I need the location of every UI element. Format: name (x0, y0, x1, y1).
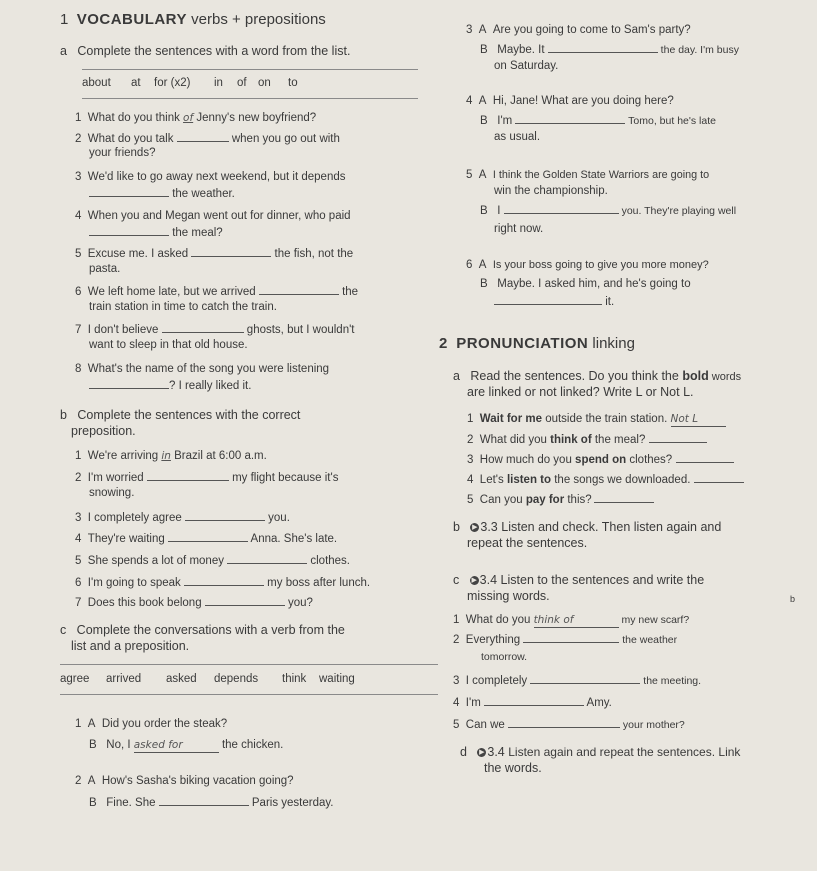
item-text: this? (564, 494, 592, 506)
item-number: 6 (466, 259, 473, 271)
instruction-text-line2: missing words. (467, 589, 550, 603)
item-number: 5 (467, 494, 474, 506)
conversation-3-a: 3 A Are you going to come to Sam's party? (466, 24, 691, 36)
conversation-2-b: B Fine. She Paris yesterday. (89, 797, 334, 809)
instruction-text: Complete the sentences with the correct (77, 408, 301, 422)
vocab-b-item-4 (75, 531, 337, 546)
pron-b-instruction (453, 520, 721, 534)
speaker-a-line2: win the championship. (494, 185, 608, 197)
item-number: 5 (75, 555, 82, 567)
vocab-b-item-3 (75, 510, 290, 525)
speaker-b-line2: it. (602, 296, 615, 308)
speaker-a-line: I think the Golden State Warriors are going to (492, 169, 710, 181)
answer-blank[interactable] (484, 695, 584, 706)
instruction-text-line2: the words. (484, 761, 542, 775)
conversation-6-a: 6 A Is your boss going to give you more money? (466, 259, 709, 271)
pron-a-item-5 (467, 492, 654, 507)
item-text: What do you talk (87, 133, 177, 145)
item-text: We're arriving (87, 450, 162, 462)
instruction-text-line2: preposition. (71, 424, 136, 438)
speaker-b-line: Fine. She (106, 797, 159, 809)
speaker-b-line: Tomo, but he's late (625, 115, 716, 127)
pron-c-instruction (453, 573, 704, 587)
speaker-a-line: Are you going to come to Sam's party? (492, 24, 691, 36)
item-text: the (338, 286, 359, 298)
speaker-b-line2: as usual. (494, 131, 541, 143)
wordbank-word: waiting (319, 673, 355, 685)
vocab-subtitle: verbs + prepositions (191, 11, 326, 28)
answer-blank[interactable] (159, 795, 249, 806)
item-text: the meeting. (640, 675, 702, 687)
audio-icon[interactable]: ▶ (471, 577, 477, 585)
item-number: 4 (75, 210, 82, 222)
handwritten-answer: asked for (134, 738, 219, 753)
conversation-6-b: B Maybe. I asked him, and he's going to (480, 278, 691, 290)
answer-blank[interactable] (649, 432, 707, 443)
vocab-title: VOCABULARY (76, 11, 187, 28)
pron-c-item-1 (453, 613, 689, 628)
item-number: 6 (75, 286, 82, 298)
wordbank-word: in (214, 77, 223, 89)
conversation-1-a: 1 A Did you order the steak? (75, 718, 228, 730)
item-text-line2: want to sleep in that old house. (89, 339, 248, 351)
wordbank-top-rule (60, 664, 438, 665)
item-text: clothes. (307, 555, 350, 567)
item-text: Everything (465, 634, 524, 646)
instruction-text-line2: repeat the sentences. (467, 536, 588, 550)
item-text: How much do you (479, 454, 576, 466)
vocab-b-instruction (60, 408, 300, 422)
item-number: 2 (75, 472, 82, 484)
instruction-text: Complete the conversations with a verb from the (76, 623, 345, 637)
speaker-a-line: How's Sasha's biking vacation going? (101, 775, 294, 787)
item-number: 4 (453, 697, 460, 709)
speaker-b-line: the chicken. (218, 739, 284, 751)
vocab-a-instruction (60, 44, 350, 58)
item-text: you? (284, 597, 313, 609)
item-number: 2 (75, 133, 82, 145)
pron-c-item-4 (453, 695, 612, 710)
speaker-b-line: No, I (106, 739, 134, 751)
item-number: 5 (75, 248, 82, 260)
wordbank-word: depends (214, 673, 259, 685)
speaker-a-line: Is your boss going to give you more money? (492, 259, 709, 271)
item-text: the meal? (591, 434, 646, 446)
answer-blank[interactable] (89, 186, 169, 197)
instruction-text: Complete the sentences with a word from the list. (77, 44, 351, 58)
pron-c-item-5 (453, 717, 685, 732)
vocab-a-item-5 (75, 246, 353, 261)
wordbank-top-rule (82, 69, 418, 70)
speaker-b-line: Paris yesterday. (248, 797, 334, 809)
vocab-a-item-3-line2 (89, 186, 235, 201)
item-number: 1 (75, 112, 82, 124)
item-number: 7 (75, 597, 82, 609)
vocab-b-item-7 (75, 595, 313, 610)
section-letter: c (60, 623, 67, 637)
item-number: 1 (75, 450, 82, 462)
vocab-a-item-7 (75, 322, 354, 337)
answer-blank[interactable] (530, 673, 640, 684)
vocab-a-item-8-line2 (89, 378, 251, 393)
vocab-b-item-5 (75, 553, 350, 568)
conversation-5-a: 5 A I think the Golden State Warriors are going to (466, 169, 710, 181)
item-text: Does this book belong (87, 597, 205, 609)
conversation-2-a: 2 A How's Sasha's biking vacation going? (75, 775, 294, 787)
item-text: clothes? (626, 454, 673, 466)
answer-blank[interactable] (523, 632, 619, 643)
pron-c-item-2 (453, 632, 677, 647)
instruction-text: words (708, 371, 742, 383)
answer-blank[interactable] (177, 131, 229, 142)
section-letter: a (60, 44, 67, 58)
item-number: 3 (467, 454, 474, 466)
conversation-3-b: B Maybe. It the day. I'm busy (480, 44, 739, 56)
wordbank-word: asked (166, 673, 197, 685)
wordbank-word: about (82, 77, 111, 89)
item-text: outside the train station. (542, 413, 668, 425)
pron-a-item-3 (467, 452, 734, 467)
bold-phrase: think of (550, 434, 592, 446)
instruction-text-line2: list and a preposition. (71, 639, 190, 653)
item-text: I completely (465, 675, 531, 687)
answer-blank[interactable] (89, 378, 169, 389)
item-number: 5 (466, 169, 473, 181)
answer-blank[interactable] (548, 42, 658, 53)
wordbank-word: agree (60, 673, 90, 685)
item-text: Amy. (583, 697, 612, 709)
answer-blank[interactable] (494, 294, 602, 305)
item-text: ? I really liked it. (169, 380, 252, 392)
conversation-6-b-line2 (494, 294, 614, 309)
margin-mark: b (790, 594, 796, 604)
answer-blank[interactable] (515, 113, 625, 124)
handwritten-answer: in (161, 450, 171, 462)
speaker-b-line: I (497, 205, 504, 217)
item-number: 1 (75, 718, 82, 730)
vocab-a-item-1 (75, 111, 316, 125)
conversation-1-b: B No, I asked for the chicken. (89, 739, 284, 751)
bold-phrase: spend on (575, 454, 627, 466)
item-text: We'd like to go away next weekend, but it depends (87, 171, 346, 183)
item-text: my boss after lunch. (263, 577, 371, 589)
item-text: They're waiting (87, 533, 168, 545)
audio-track-number: 3.4 (487, 745, 505, 759)
pron-c-item-3 (453, 673, 701, 688)
item-text: What's the name of the song you were listening (87, 363, 330, 375)
instruction-text: Listen and check. Then listen again and (501, 520, 722, 534)
item-text: I'm going to speak (87, 577, 184, 589)
item-number: 4 (467, 474, 474, 486)
pron-heading (439, 337, 635, 351)
item-text: you. (264, 512, 290, 524)
handwritten-answer: Not L (671, 412, 726, 427)
item-text-line2: snowing. (89, 487, 135, 499)
speaker-b-line: you. They're playing well (618, 205, 737, 217)
instruction-text: Listen to the sentences and write the (500, 573, 705, 587)
answer-blank[interactable] (89, 225, 169, 236)
answer-blank[interactable] (676, 452, 734, 463)
speaker-b-line: Maybe. It (497, 44, 548, 56)
item-text: Can you (479, 494, 526, 506)
item-number: 2 (467, 434, 474, 446)
wordbank-bottom-rule (60, 694, 438, 695)
answer-blank[interactable] (168, 531, 248, 542)
answer-blank[interactable] (508, 717, 620, 728)
item-number: 6 (75, 577, 82, 589)
vocab-b-item-2 (75, 470, 338, 485)
item-text: I'm worried (87, 472, 147, 484)
instruction-text-line2: are linked or not linked? Write L or Not L. (467, 385, 694, 399)
section-letter: d (460, 745, 467, 759)
item-number: 8 (75, 363, 82, 375)
pron-a-item-1 (467, 412, 726, 427)
conversation-5-b: B I you. They're playing well (480, 205, 737, 217)
pron-a-item-4 (467, 472, 744, 487)
item-text: Can we (465, 719, 508, 731)
item-text: the songs we downloaded. (551, 474, 691, 486)
vocab-a-item-8 (75, 362, 329, 376)
item-text-line2: train station in time to catch the train. (89, 301, 277, 313)
item-text: Excuse me. I asked (87, 248, 192, 260)
vocab-a-item-3 (75, 170, 346, 184)
wordbank-word: arrived (106, 673, 142, 685)
speaker-b-line: I'm (497, 115, 516, 127)
section-letter: c (453, 573, 460, 587)
instruction-text: Read the sentences. Do you think the (470, 369, 683, 383)
wordbank-word: think (282, 673, 307, 685)
item-text: the weather. (169, 188, 235, 200)
item-text: I completely agree (87, 512, 185, 524)
item-text: What do you think (87, 112, 184, 124)
answer-blank[interactable] (594, 492, 654, 503)
speaker-b-line2: on Saturday. (494, 60, 559, 72)
item-number: 5 (453, 719, 460, 731)
pron-title: PRONUNCIATION (456, 335, 589, 352)
item-number: 1 (453, 614, 460, 626)
bold-phrase: listen to (506, 474, 552, 486)
speaker-b-line: the day. I'm busy (657, 44, 739, 56)
item-number: 1 (467, 413, 474, 425)
item-number: 7 (75, 324, 82, 336)
speaker-a-line: Hi, Jane! What are you doing here? (492, 95, 674, 107)
instruction-text: Listen again and repeat the sentences. Link (508, 745, 741, 759)
handwritten-answer: think of (534, 613, 619, 628)
item-text: What did you (479, 434, 551, 446)
item-number: 4 (466, 95, 473, 107)
item-text: the weather (619, 634, 678, 646)
item-text-line2: pasta. (89, 263, 121, 275)
answer-blank[interactable] (191, 246, 271, 257)
answer-blank[interactable] (227, 553, 307, 564)
conversation-4-a: 4 A Hi, Jane! What are you doing here? (466, 95, 674, 107)
section-letter: b (453, 520, 460, 534)
conversation-4-b: B I'm Tomo, but he's late (480, 115, 716, 127)
wordbank-word: on (258, 77, 271, 89)
answer-blank[interactable] (147, 470, 229, 481)
item-text: Anna. She's late. (247, 533, 338, 545)
wordbank-word: to (288, 77, 298, 89)
item-number: 3 (466, 24, 473, 36)
pron-a-item-2 (467, 432, 707, 447)
audio-icon[interactable]: ▶ (472, 524, 478, 532)
bold-phrase: pay for (525, 494, 565, 506)
answer-blank[interactable] (504, 203, 619, 214)
audio-track-number: 3.4 (479, 573, 498, 587)
wordbank-bottom-rule (82, 98, 418, 99)
item-text: your mother? (619, 719, 685, 731)
wordbank-word: of (237, 77, 247, 89)
pron-a-instruction (453, 369, 741, 384)
item-text: She spends a lot of money (87, 555, 228, 567)
item-text: the fish, not the (271, 248, 354, 260)
vocab-c-instruction (60, 623, 345, 637)
item-text: What do you (465, 614, 534, 626)
item-text: When you and Megan went out for dinner, who paid (87, 210, 351, 222)
instruction-bold: bold (682, 369, 709, 383)
vocab-a-item-6 (75, 284, 358, 299)
item-number: 2 (75, 775, 82, 787)
item-number: 2 (453, 634, 460, 646)
vocab-a-item-4-line2 (89, 225, 223, 240)
speaker-b-line2: right now. (494, 223, 544, 235)
bold-phrase: Wait for me (479, 413, 542, 425)
item-text: Brazil at 6:00 a.m. (170, 450, 267, 462)
section-letter: b (60, 408, 67, 422)
item-text: We left home late, but we arrived (87, 286, 259, 298)
handwritten-answer: of (183, 112, 194, 124)
item-text: I don't believe (87, 324, 162, 336)
wordbank-word: for (x2) (154, 77, 191, 89)
vocab-b-item-6 (75, 575, 370, 590)
answer-blank[interactable] (259, 284, 339, 295)
item-text: I'm (465, 697, 484, 709)
pron-subtitle: linking (592, 335, 635, 352)
item-text-line2: tomorrow. (481, 651, 528, 663)
item-number: 3 (75, 512, 82, 524)
vocab-number: 1 (60, 11, 69, 28)
pron-d-instruction (460, 745, 740, 759)
answer-blank[interactable] (185, 510, 265, 521)
vocab-b-item-1 (75, 449, 267, 463)
wordbank-word: at (131, 77, 141, 89)
speaker-a-line: Did you order the steak? (101, 718, 228, 730)
pron-number: 2 (439, 335, 448, 352)
speaker-b-line: Maybe. I asked him, and he's going to (497, 278, 691, 290)
audio-track-number: 3.3 (480, 520, 498, 534)
item-number: 3 (75, 171, 82, 183)
item-number: 3 (453, 675, 460, 687)
item-text: Let's (479, 474, 507, 486)
answer-blank[interactable] (184, 575, 264, 586)
item-text: ghosts, but I wouldn't (243, 324, 355, 336)
item-text: my flight because it's (228, 472, 339, 484)
item-text: the meal? (169, 227, 223, 239)
item-text-line2: your friends? (89, 147, 156, 159)
section-letter: a (453, 369, 460, 383)
answer-blank[interactable] (205, 595, 285, 606)
answer-blank[interactable] (162, 322, 244, 333)
item-text: my new scarf? (618, 614, 690, 626)
item-text: when you go out with (228, 133, 340, 145)
answer-blank[interactable] (694, 472, 744, 483)
item-text: Jenny's new boyfriend? (193, 112, 317, 124)
vocab-a-item-2 (75, 131, 340, 146)
item-number: 4 (75, 533, 82, 545)
audio-icon[interactable]: ▶ (479, 749, 485, 757)
vocab-a-item-4 (75, 209, 351, 223)
vocab-heading (60, 13, 326, 27)
